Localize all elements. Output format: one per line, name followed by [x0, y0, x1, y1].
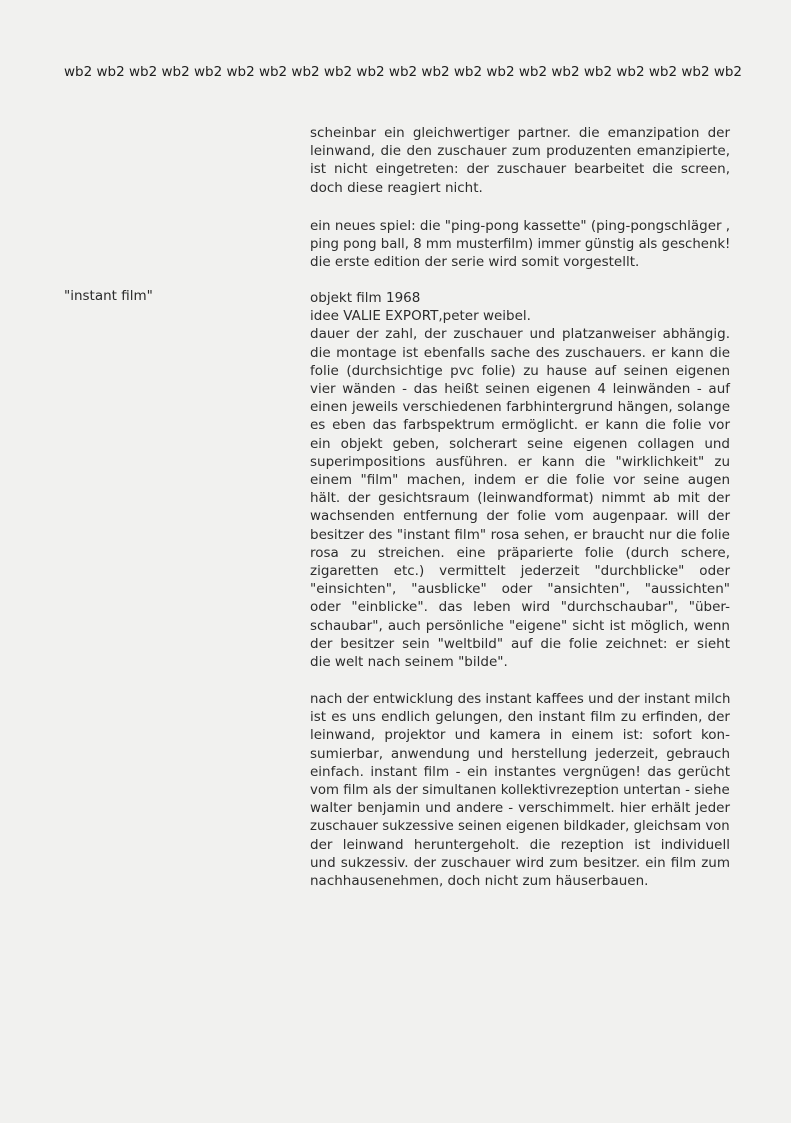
page-header: wb2 wb2 wb2 wb2 wb2 wb2 wb2 wb2 wb2 wb2 wb2 wb2 wb2 wb2 wb2 wb2 wb2 wb2 wb2 wb2 wb2	[64, 64, 743, 80]
text-line: leinwand, projektor und kamera in einem ist: sofort kon-	[310, 727, 730, 744]
text-line: dauer der zahl, der zuschauer und platzanweiser abhängig.	[310, 326, 730, 343]
text-line: idee VALIE EXPORT,peter weibel.	[310, 308, 531, 325]
text-line: oder "einblicke". das leben wird "durchschaubar", "über-	[310, 599, 730, 616]
text-line: einfach. instant film - ein instantes vergnügen! das gerücht	[310, 763, 730, 780]
text-line: zuschauer sukzessive seinen eigenen bildkader, gleichsam von	[310, 818, 730, 835]
text-line: die montage ist ebenfalls sache des zuschauers. er kann die	[310, 344, 730, 361]
paragraph-4	[310, 690, 730, 890]
text-line: ein neues spiel: die "ping-pong kassette" (ping-pongschläger ,	[310, 218, 731, 234]
text-line: vier wänden - das heißt seinen eigenen 4 leinwänden - auf	[310, 381, 730, 398]
text-line: wachsenden entfernung der folie vom augenpaar. will der	[310, 508, 730, 525]
text-line: zigaretten etc.) vermittelt jederzeit "durchblicke" oder	[310, 563, 730, 580]
text-line: folie (durchsichtige pvc folie) zu hause auf seinen eigenen	[310, 362, 730, 379]
text-line: doch diese reagiert nicht.	[310, 179, 483, 196]
text-line: einen jeweils verschiedenen farbhintergrund hängen, solange	[310, 399, 730, 416]
text-line: vom film als der simultanen kollektivrezeption untertan - siehe	[310, 782, 730, 799]
text-line: der besitzer sein "weltbild" auf die folie zeichnet: er sieht	[310, 635, 730, 652]
text-line: scheinbar ein gleichwertiger partner. die emanzipation der	[310, 125, 730, 141]
paragraph-3	[310, 289, 730, 671]
text-line: sumierbar, anwendung und herstellung jederzeit, gebrauch	[310, 745, 730, 762]
section-label: "instant film"	[64, 288, 153, 304]
text-line: die erste edition der serie wird somit vorgestellt.	[310, 254, 640, 271]
text-line: "einsichten", "ausblicke" oder "ansichten", "aussichten"	[310, 581, 730, 598]
text-line: es eben das farbspektrum ermöglicht. er kann die folie vor	[310, 417, 730, 434]
text-line: superimpositions ausführen. er kann die "wirklichkeit" zu	[310, 453, 730, 470]
text-line: leinwand, die den zuschauer zum produzenten emanzipierte,	[310, 143, 730, 160]
text-line: ein objekt geben, solcherart seine eigenen collagen und	[310, 435, 730, 452]
text-line: besitzer des "instant film" rosa sehen, er braucht nur die folie	[310, 526, 730, 543]
paragraph-1	[310, 124, 730, 197]
text-line: und sukzessiv. der zuschauer wird zum besitzer. ein film zum	[310, 854, 730, 871]
text-line: ist es uns endlich gelungen, den instant film zu erfinden, der	[310, 709, 730, 726]
text-line: die welt nach seinem "bilde".	[310, 654, 508, 671]
text-line: rosa zu streichen. eine präparierte folie (durch schere,	[310, 544, 730, 561]
text-line: hält. der gesichtsraum (leinwandformat) nimmt ab mit der	[310, 490, 730, 507]
text-line: einem "film" machen, indem er die folie vor seine augen	[310, 472, 730, 489]
text-line: nachhausenehmen, doch nicht zum häuserbauen.	[310, 873, 649, 890]
text-line: ist nicht eingetreten: der zuschauer bearbeitet die screen,	[310, 161, 730, 178]
text-line: walter benjamin und andere - verschimmelt. hier erhält jeder	[310, 800, 730, 817]
text-line: nach der entwicklung des instant kaffees und der instant milch	[310, 691, 731, 707]
text-line: schaubar", auch persönliche "eigene" sicht ist möglich, wenn	[310, 617, 730, 634]
text-line: objekt film 1968	[310, 290, 421, 306]
text-line: der leinwand heruntergeholt. die rezeption ist individuell	[310, 836, 730, 853]
paragraph-2	[310, 217, 730, 272]
text-line: ping pong ball, 8 mm musterfilm) immer günstig als geschenk!	[310, 236, 731, 253]
